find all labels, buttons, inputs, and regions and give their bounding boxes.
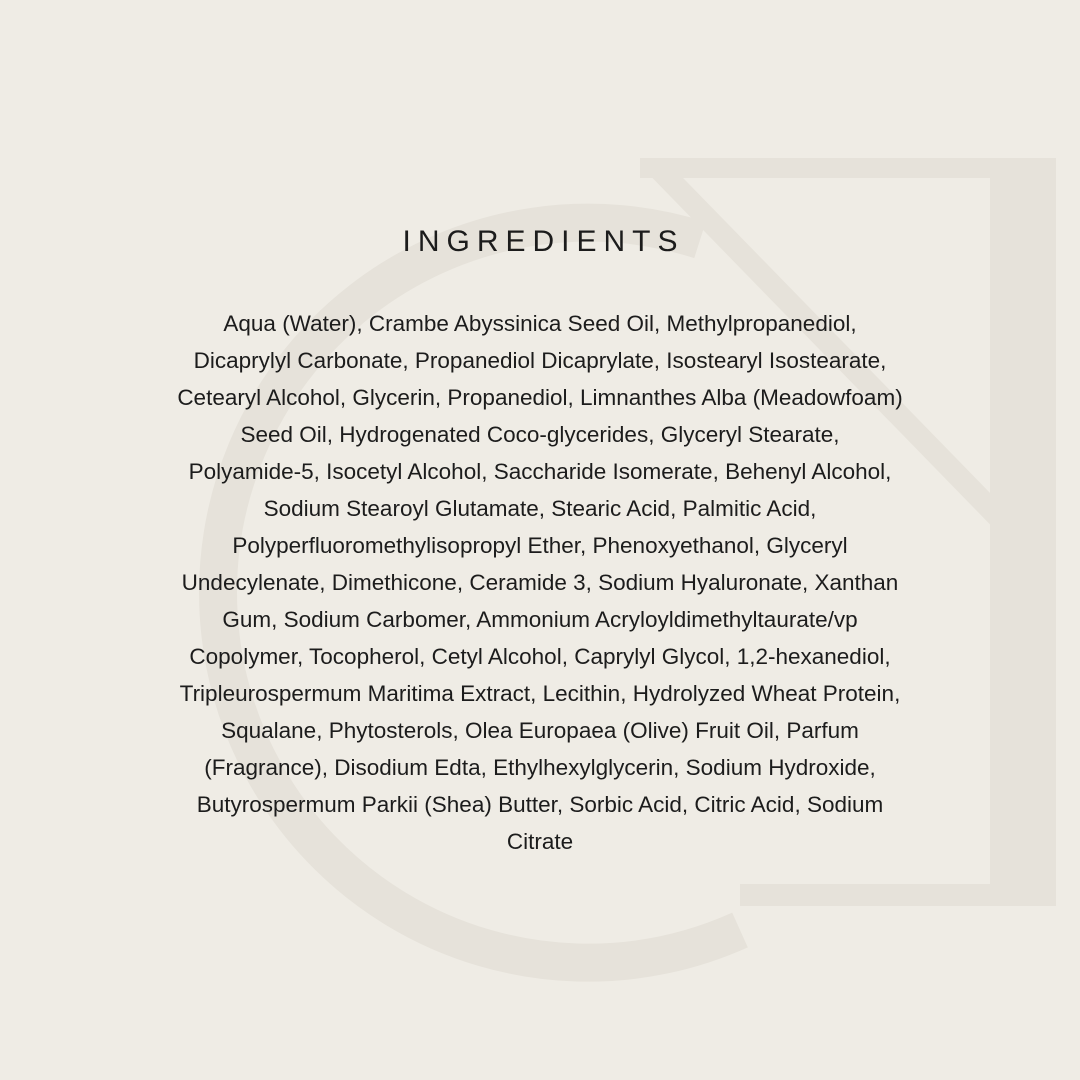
ingredients-line: (Fragrance), Disodium Edta, Ethylhexylglycerin, Sodium Hydroxide, (204, 755, 876, 780)
ingredients-text (90, 305, 990, 860)
ingredients-line: Cetearyl Alcohol, Glycerin, Propanediol, Limnanthes Alba (Meadowfoam) (177, 385, 903, 410)
ingredients-line: Tripleurospermum Maritima Extract, Lecithin, Hydrolyzed Wheat Protein, (179, 681, 901, 706)
ingredients-line: Dicaprylyl Carbonate, Propanediol Dicaprylate, Isostearyl Isostearate, (193, 348, 887, 373)
ingredients-line: Gum, Sodium Carbomer, Ammonium Acryloyldimethyltaurate/vp (222, 607, 858, 632)
ingredients-line: Seed Oil, Hydrogenated Coco-glycerides, Glyceryl Stearate, (240, 422, 840, 447)
ingredients-line: Copolymer, Tocopherol, Cetyl Alcohol, Caprylyl Glycol, 1,2-hexanediol, (189, 644, 891, 669)
page-title: INGREDIENTS (402, 225, 685, 258)
ingredients-line: Squalane, Phytosterols, Olea Europaea (Olive) Fruit Oil, Parfum (221, 718, 859, 743)
ingredients-line: Undecylenate, Dimethicone, Ceramide 3, Sodium Hyaluronate, Xanthan (181, 570, 899, 595)
ingredients-line: Sodium Stearoyl Glutamate, Stearic Acid, Palmitic Acid, (263, 496, 817, 521)
ingredients-line: Butyrospermum Parkii (Shea) Butter, Sorbic Acid, Citric Acid, Sodium (196, 792, 884, 817)
ingredients-line: Citrate (506, 829, 574, 854)
ingredients-line: Aqua (Water), Crambe Abyssinica Seed Oil, Methylpropanediol, (223, 311, 857, 336)
ingredients-line: Polyamide-5, Isocetyl Alcohol, Saccharide Isomerate, Behenyl Alcohol, (188, 459, 892, 484)
ingredients-line: Polyperfluoromethylisopropyl Ether, Phenoxyethanol, Glyceryl (232, 533, 848, 558)
